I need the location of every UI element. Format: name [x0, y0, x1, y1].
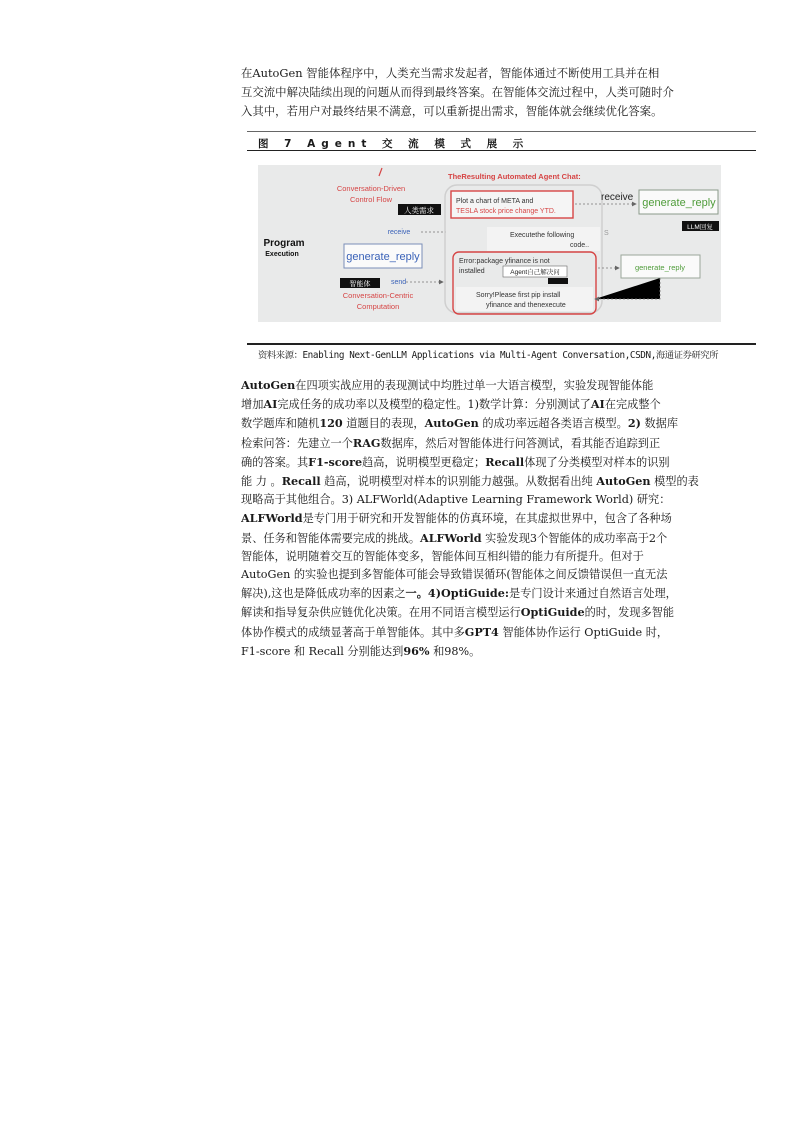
computation-label: Computation — [356, 302, 400, 311]
body-line — [241, 395, 756, 414]
diagram-svg — [258, 165, 721, 322]
body-line — [241, 623, 756, 642]
body-bold: Recall — [485, 454, 525, 469]
body-text: 解决),这也是降低成功率的因素之 — [241, 587, 406, 601]
right-small-agent-label: generate_reply — [634, 263, 686, 272]
body-text: 增加 — [241, 398, 264, 412]
body-line — [241, 491, 756, 509]
body-line — [241, 414, 756, 433]
body-text: 的成功率远超各类语言模型。 — [478, 417, 628, 431]
body-bold: AI — [590, 397, 605, 412]
body-text: 数据库，然后对智能体进行问答测试，看其能否追踪到正 — [380, 436, 661, 450]
body-bold: Recall — [281, 474, 321, 489]
message-text: Error:package yfinance is not — [459, 258, 550, 265]
body-text: 是专门用于研究和开发智能体的仿真环境，在其虚拟世界中，包含了各种场 — [302, 512, 672, 526]
body-line — [241, 642, 756, 661]
send-label: send — [391, 279, 407, 286]
body-bold: AI — [263, 397, 278, 412]
body-text: 道题目的表现， — [342, 417, 425, 431]
body-text: F1-score 和 Recall 分别能达到 — [241, 644, 404, 658]
body-bold: GPT4 — [464, 624, 499, 639]
body-text: 景、任务和智能体需要完成的挑战。 — [241, 531, 421, 545]
body-text: 的时，发现多智能 — [584, 606, 675, 620]
body-text: 数学题库和随机 — [241, 417, 320, 431]
execution-label: Execution — [265, 251, 299, 258]
control-flow-label: Conversation-Driven — [336, 184, 406, 193]
body-text: 确的答案。其 — [241, 455, 309, 469]
body-bold: 96% — [403, 643, 430, 658]
message-text: installed — [459, 268, 485, 275]
step-marker: S — [604, 230, 609, 237]
message-text: Plot a chart of META and — [456, 198, 534, 205]
figure-top-rule — [247, 131, 756, 132]
body-text: 模型的表 — [650, 475, 699, 489]
red-pointer — [379, 168, 382, 176]
fix-tag: Agent自己解决问 — [510, 269, 560, 276]
body-bold: 2) — [627, 416, 641, 431]
receive-label-right: receive — [601, 192, 634, 203]
body-bold: 120 — [319, 416, 343, 431]
body-text: 趋高，说明模型对样本的识别能力越强。从数据看出纯 — [320, 475, 597, 489]
body-line — [241, 453, 756, 472]
body-text: 智能体，说明随着交互的智能体变多，智能体间互相纠错的能力有所提升。但对于 — [241, 549, 644, 563]
body-text: 体协作模式的成绩显著高于单智能体。其中多 — [241, 625, 465, 639]
body-text: 在完成整个 — [604, 398, 661, 412]
body-bold: OptiGuide: — [441, 586, 509, 601]
left-tag: 智能体 — [349, 281, 371, 288]
figure-title: 图 7 Agent 交 流 模 式 展 示 — [258, 138, 530, 150]
body-paragraph — [241, 376, 756, 661]
body-bold: OptiGuide — [520, 605, 585, 620]
receive-label-left: receive — [387, 229, 411, 236]
agent-chat-diagram — [258, 165, 721, 322]
message-text: Executethe following — [510, 232, 575, 239]
message-text: yfinance and thenexecute — [486, 302, 566, 309]
body-line — [241, 584, 756, 603]
body-text: 体现了分类模型对样本的识别 — [524, 455, 670, 469]
fix-tag-mark — [548, 278, 568, 284]
body-text: AutoGen 的实验也提到多智能体可能会导致错误循环(智能体之间反馈错误但一直无法 — [241, 568, 668, 582]
body-text: 解读和指导复杂供应链优化决策。在用不同语言模型运行 — [241, 606, 521, 620]
body-bold: AutoGen — [241, 378, 296, 392]
body-line — [241, 548, 756, 566]
body-bold: ALFWorld — [241, 511, 303, 526]
body-bold: 一。4) — [405, 586, 441, 601]
body-text: 检索问答：先建立一个 — [241, 436, 353, 450]
body-line — [241, 434, 756, 453]
intro-line: 入其中，若用户对最终结果不满意，可以重新提出需求，智能体就会继续优化答案。 — [241, 104, 663, 118]
body-text: 数据库 — [640, 417, 679, 431]
figure-title-rule — [247, 150, 756, 151]
intro-line: 互交流中解决陆续出现的问题从而得到最终答案。在智能体交流过程中，人类可随时介 — [241, 85, 674, 99]
diagram-caption: TheResulting Automated Agent Chat: — [448, 172, 581, 181]
reply-arrow — [595, 278, 660, 299]
body-text: 智能体协作运行 OptiGuide 时， — [498, 625, 669, 639]
body-text: 是专门设计来通过自然语言处理， — [509, 587, 677, 601]
computation-label: Conversation-Centric — [342, 291, 414, 300]
body-line — [241, 603, 756, 622]
program-label: Program — [263, 238, 305, 249]
body-bold: F1-score — [308, 454, 363, 469]
message-text: code.. — [570, 242, 590, 249]
body-text: 完成任务的成功率以及模型的稳定性。1)数学计算：分别测试了 — [277, 398, 591, 412]
intro-paragraph — [241, 64, 756, 121]
body-line — [241, 509, 756, 528]
body-text: 在四项实战应用的表现测试中均胜过单一大语言模型，实验发现智能体能 — [295, 379, 654, 392]
body-bold: ALFWorld — [420, 530, 482, 545]
left-agent-label: generate_reply — [346, 251, 420, 263]
message-text: TESLA stock price change YTD. — [456, 208, 556, 215]
body-line — [241, 566, 756, 584]
body-bold: RAG — [352, 435, 381, 450]
message-text: Sorry!Please first pip install — [476, 292, 561, 299]
body-text: 实验发现3个智能体的成功率高于2个 — [481, 531, 668, 545]
body-line — [241, 376, 756, 395]
right-agent-label: generate_reply — [642, 197, 716, 209]
human-tag: 人类需求 — [404, 206, 434, 215]
body-text: 和98%。 — [429, 644, 481, 658]
control-flow-label: Control Flow — [349, 195, 393, 204]
figure-bottom-rule — [247, 343, 756, 345]
body-text: 趋高，说明模型更稳定； — [362, 455, 486, 469]
body-line — [241, 472, 756, 491]
body-line — [241, 529, 756, 548]
body-text: 现略高于其他组合。3) ALFWorld(Adaptive Learning Framework World) 研究： — [241, 493, 671, 507]
llm-tag: LLM回复 — [687, 224, 713, 231]
figure-source: 资料来源：Enabling Next-GenLLM Applications via Multi-Agent Conversation,CSDN,海通证券研究所 — [258, 350, 719, 361]
body-bold: AutoGen — [596, 474, 651, 489]
body-bold: AutoGen — [424, 416, 479, 431]
body-text: 能 力 。 — [241, 475, 282, 489]
intro-line: 在AutoGen 智能体程序中，人类充当需求发起者，智能体通过不断使用工具并在相 — [241, 66, 660, 80]
